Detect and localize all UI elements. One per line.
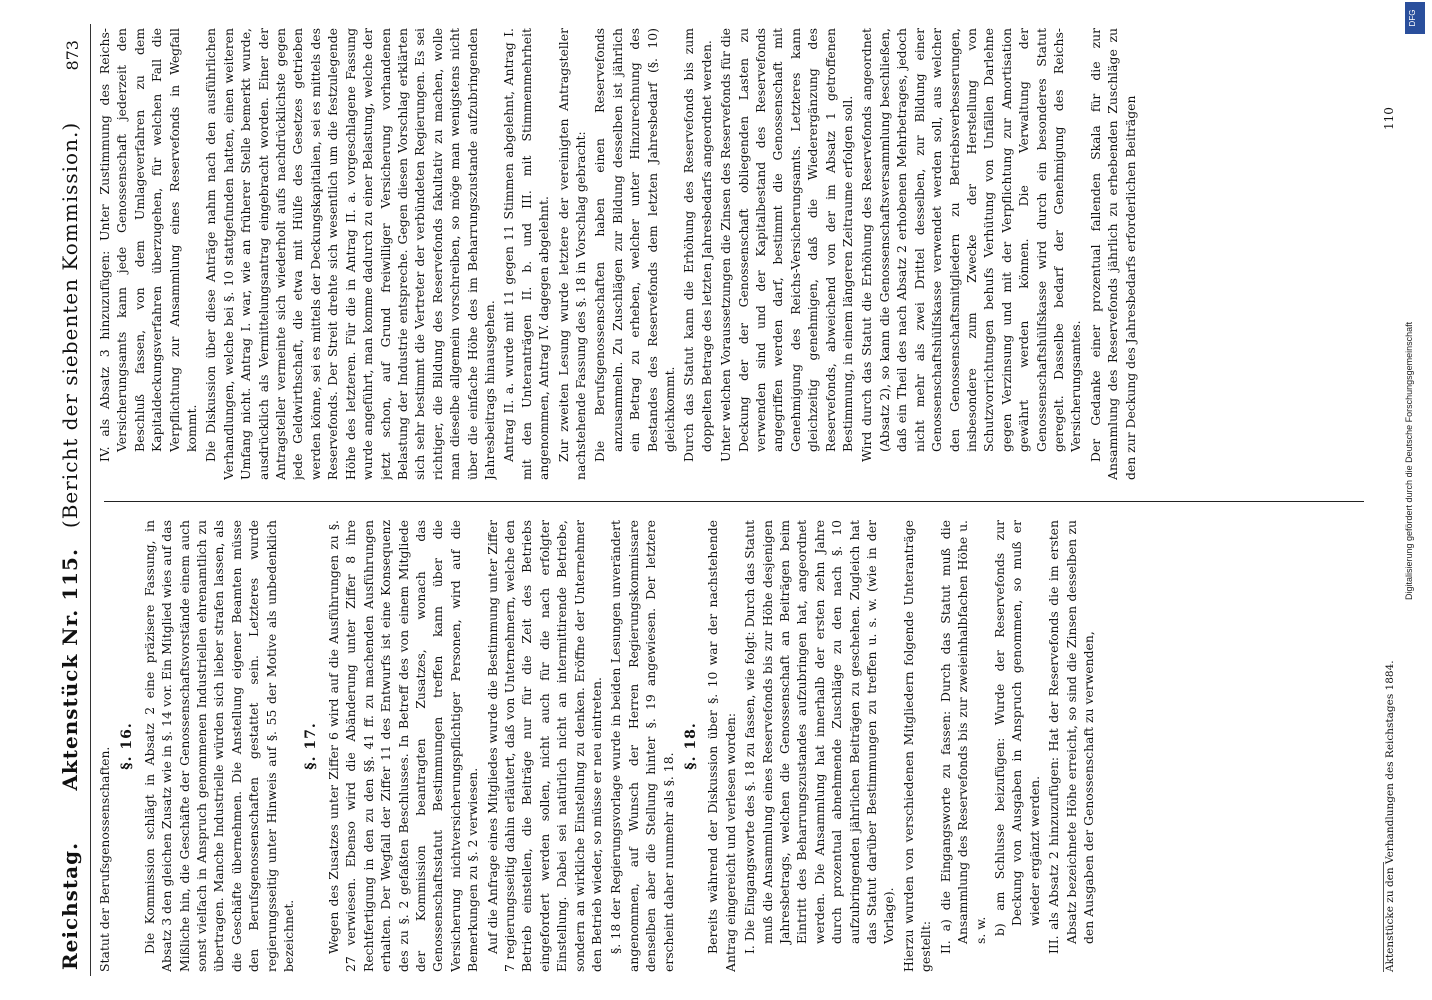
section-heading: §. 16.	[119, 722, 136, 770]
paragraph: II. a) die Eingangsworte zu fassen: Durch das Statut muß die Ansammlung des Reservefonds bis zur zweieinhalbfachen Höhe u. s. w.	[937, 520, 988, 954]
section-heading: §. 18.	[683, 722, 699, 770]
paragraph: Bereits während der Diskussion über §. 10 war der nachstehende Antrag eingereicht und verlesen worden:	[705, 520, 738, 972]
paragraph: Wegen des Zusatzes unter Ziffer 6 wird auf die Ausführungen zu §. 27 verwiesen. Ebenso wird die Abänderung unter Ziffer 8 ihre Rechtfertigung in den zu den §§. 41 ff. zu machenden Ausführungen erhalten. Der Wegfall der Ziffer 11 des Entwurfs ist eine Konsequenz des zu §. 2 gefaßten Beschlusses. In Betreff des von einem Mitgliede der Kommission beantragten Zusatzes, wonach das Genossenschaftsstatut Bestimmungen treffen kann über die Versicherung nichtversicherungspflichtiger Personen, wird auf die Bemerkungen zu §. 2 verwiesen.	[325, 520, 481, 972]
right-column	[96, 28, 1368, 480]
page-header	[38, 40, 82, 970]
paragraph: III. als Absatz 2 hinzuzufügen: Hat der Reservefonds die im ersten Absatz bezeichnete Höhe erreicht, so sind die Zinsen desselben zu den Ausgaben der Genossenschaft zu verwenden,	[1046, 520, 1096, 954]
header-rule	[90, 24, 91, 976]
paragraph: Die Berufsgenossenschaften haben einen Reservefonds anzusammeln. Zu Zuschlägen zur Bildung desselben ist jährlich ein Betrag zu erheben, welcher unter Hinzurechnung des Bestandes des Reservefonds dem letzten Jahresbedarf (§. 10) gleichkommt.	[592, 28, 677, 462]
digitization-credit: Digitalisierung gefördert durch die Deutsche Forschungsgemeinschaft	[1404, 321, 1414, 600]
column-divider	[104, 501, 1364, 502]
header-report-title: (Bericht der siebenten Kommission.)	[58, 121, 82, 529]
paragraph: Der Gedanke einer prozentual fallenden Skala für die zur Ansammlung des Reservefonds jährlich zu erhebenden Zuschläge zu den zur Deckung des Jahresbedarfs erforderlichen Beiträgen	[1087, 28, 1138, 480]
paragraph: b) am Schlusse beizufügen: Wurde der Reservefonds zur Deckung von Ausgaben in Anspruch genommen, so muß er wieder ergänzt werden.	[991, 520, 1042, 936]
paragraph: Zur zweiten Lesung wurde letztere der vereinigten Antragsteller nachstehende Fassung des §. 18 in Vorschlag gebracht:	[555, 28, 588, 480]
paragraph: Wird durch das Statut die Erhöhung des Reservefonds angeordnet (Absatz 2), so kann die Genossenschaftsversammlung beschließen, daß ein Theil des nach Absatz 2 erhobenen Mehrbetrages, jedoch nicht mehr als zwei Drittel desselben, zur Bildung einer Genossenschaftshülfskasse verwendet werden soll, aus welcher den Genossenschaftsmitgliedern zu Betriebsverbesserungen, insbesondere zum Zwecke der Herstellung von Schutzvorrichtungen behufs Verhütung von Unfällen Darlehne gegen Verzinsung und mit der Verpflichtung zur Amortisation gewährt werden können. Die Verwaltung der Genossenschaftshülfskasse wird durch ein besonderes Statut geregelt. Dasselbe bedarf der Genehmigung des Reichs-Versicherungsamtes.	[859, 28, 1084, 462]
paragraph: Antrag II. a. wurde mit 11 gegen 11 Stimmen abgelehnt, Antrag I. mit den Unteranträgen II. b. und III. mit Stimmenmehrheit angenommen, Antrag IV. dagegen abgelehnt.	[501, 28, 552, 480]
paragraph: Statut der Berufsgenossenschaften.	[97, 746, 112, 972]
header-center	[58, 122, 82, 791]
paragraph: IV. als Absatz 3 hinzuzufügen: Unter Zustimmung des Reichs-Versicherungsamts kann jede Genossenschaft jederzeit den Beschluß fassen, von dem Umlageverfahren zu dem Kapitaldeckungsverfahren überzugehen, für welchen Fall die Verpflichtung zur Ansammlung eines Reservefonds in Wegfall kommt.	[97, 28, 200, 462]
section-heading: §. 17.	[303, 722, 320, 770]
left-column	[96, 520, 1368, 972]
footer-sheet-number: 110	[1382, 107, 1396, 130]
paragraph: I. Die Eingangsworte des §. 18 zu fassen, wie folgt: Durch das Statut muß die Ansammlung eines Reservefonds bis zur Höhe desjenigen Jahresbetrags, welchen die Genossenschaft an Beiträgen beim Eintritt des Beharrungszustandes aufzubringen hat, angeordnet werden. Die Ansammlung hat innerhalb der ersten zehn Jahre durch prozentual abnehmende Zuschläge zu den nach §. 10 aufzubringenden jährlichen Beiträgen zu geschehen. Zugleich hat das Statut darüber Bestimmungen zu treffen u. s. w. (wie in der Vorlage).	[742, 520, 897, 954]
digitization-sidebar	[1402, 0, 1428, 1000]
page-number: 873	[63, 40, 82, 71]
dfg-badge-text: DFG	[1408, 9, 1417, 27]
paragraph: Auf die Anfrage eines Mitgliedes wurde die Bestimmung unter Ziffer 7 regierungsseitig dahin erläutert, daß von Unternehmern, welche den Betrieb einstellen, die Beiträge nur für die Zeit des Betriebs eingefordert werden sollen, nicht auch für die nach erfolgter Einstellung. Dabei sei natürlich nicht an intermittirende Betriebe, sondern an wirkliche Einstellung zu denken. Eröffne der Unternehmer den Betrieb wieder, so müsse er neu eintreten.	[484, 520, 604, 972]
dfg-logo-icon	[1402, 0, 1428, 36]
header-document-number: Aktenstück Nr. 115.	[58, 548, 82, 791]
paragraph: Die Diskussion über diese Anträge nahm nach den ausführlichen Verhandlungen, welche bei §. 10 stattgefunden hatten, einen weiteren Umfang nicht. Antrag I. war, wie an früherer Stelle bemerkt wurde, ausdrücklich als Vermittelungsantrag eingebracht worden. Einer der Antragsteller vermeinte sich wiederholt aufs nachdrücklichste gegen jede Geldwirthschaft, die etwa mit Hülfe des Gesetzes getrieben werden könne, sei es mittels der Deckungskapitalien, sei es mittels des Reservefonds. Der Streit drehte sich wesentlich um die festzulegende Höhe des letzteren. Für die in Antrag II. a. vorgeschlagene Fassung wurde angeführt, man komme dadurch zu einer Belastung, welche der jetzt schon, auf Grund freiwilliger Versicherung vorhandenen Belastung der Industrie entspreche. Gegen diesen Vorschlag erklärten sich sehr bestimmt die Vertreter der verbündeten Regierungen. Es sei richtiger, die Bildung des Reservefonds fakultativ zu machen, wolle man dieselbe allgemein vorschreiben, so möge man wenigstens nicht über die einfache Höhe des im Beharrungszustande aufzubringenden Jahresbeitrags hinausgehen.	[203, 28, 497, 480]
paragraph: §. 18 der Regierungsvorlage wurde in beiden Lesungen unverändert angenommen, auf Wunsch der Herren Regierungskommissare denselben aber die Stellung hinter §. 19 angewiesen. Der letztere erscheint daher nunmehr als §. 18.	[608, 520, 676, 972]
paragraph: Durch das Statut kann die Erhöhung des Reservefonds bis zum doppelten Betrage des letzten Jahresbedarfs angeordnet werden.	[681, 28, 714, 462]
document-page	[16, 0, 1416, 1000]
footer-left	[1383, 660, 1396, 972]
paragraph: Die Kommission schlägt in Absatz 2 eine präzisere Fassung, in Absatz 3 den gleichen Zusatz wie in §. 14 vor. Ein Mitglied wies auf das Mißliche hin, die Geschäfte der Genossenschaftsvorstände einem auch sonst vielfach in Anspruch genommenen Industriellen ehrenamtlich zu übertragen. Manche Industrielle würden sich lieber strafen lassen, als die Geschäfte übernehmen. Die Anstellung eigener Beamten müsse den Berufsgenossenschaften gestattet sein. Letzteres wurde regierungsseitig unter Hinweis auf §. 55 der Motive als unbedenklich bezeichnet.	[141, 520, 297, 972]
paragraph: Unter welchen Voraussetzungen die Zinsen des Reservefonds für die Deckung der der Genossenschaft obliegenden Lasten zu verwenden sind und der Kapitalbestand des Reservefonds angegriffen werden darf, bestimmt die Genossenschaft mit Genehmigung des Reichs-Versicherungsamts. Letzteres kann gleichzeitig genehmigen, daß die Wiederergänzung des Reservefonds, abweichend von der im Absatz 1 getroffenen Bestimmung, in einem längeren Zeitraume erfolgen soll.	[718, 28, 856, 462]
header-left: Reichstag.	[58, 841, 82, 970]
paragraph: Hierzu wurden von verschiedenen Mitgliedern folgende Unteranträge gestellt:	[900, 520, 934, 972]
footer-source: Aktenstücke zu den Verhandlungen des Reichstages 1884.	[1384, 660, 1396, 972]
